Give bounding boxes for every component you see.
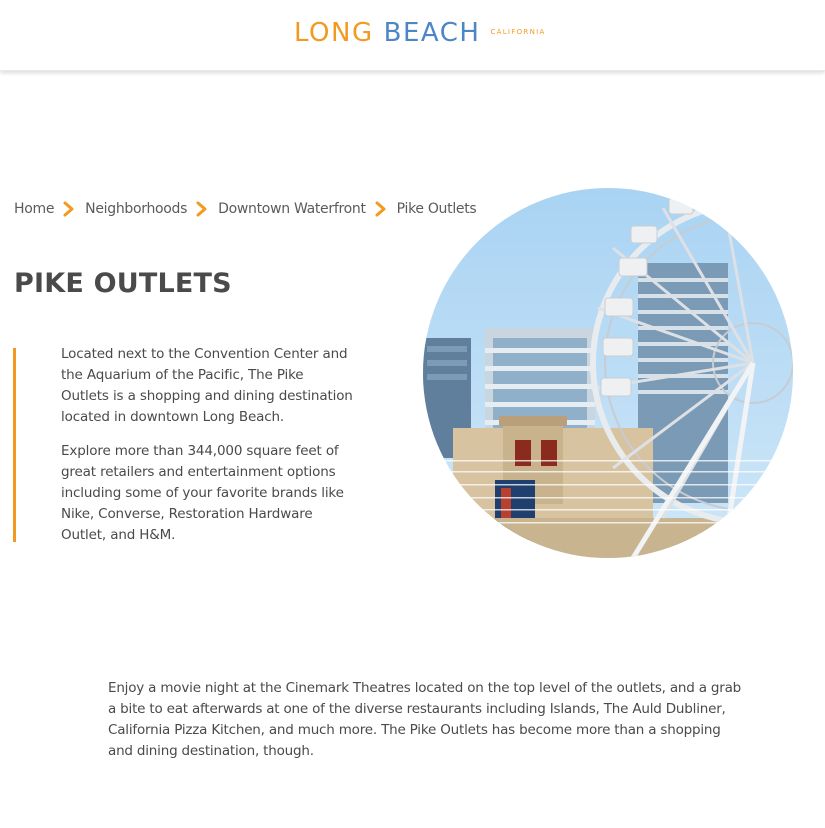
chevron-right-icon bbox=[195, 198, 209, 220]
breadcrumb-home[interactable]: Home bbox=[14, 201, 55, 217]
chevron-right-icon bbox=[62, 198, 76, 220]
ferris-wheel-scene bbox=[423, 188, 793, 558]
body-paragraph: Enjoy a movie night at the Cinemark Theatres located on the top level of the outlets, and a grab a bite to eat afterwards at one of the diverse restaurants including Islands, The Auld Dubliner, California Pizza Kitchen, and much more. The Pike Outlets has become more than a shopping and dining destination, though. bbox=[108, 680, 742, 759]
site-header bbox=[0, 0, 825, 71]
page-title: PIKE OUTLETS bbox=[14, 268, 232, 299]
breadcrumb bbox=[14, 198, 476, 220]
pike-outlets-photo bbox=[423, 188, 793, 558]
long-beach-logo[interactable] bbox=[294, 16, 546, 50]
intro-text bbox=[61, 344, 353, 559]
breadcrumb-downtown-waterfront[interactable]: Downtown Waterfront bbox=[218, 201, 366, 217]
breadcrumb-pike-outlets[interactable]: Pike Outlets bbox=[396, 201, 477, 217]
logo-word-beach: BEACH bbox=[383, 18, 481, 48]
logo-word-long: LONG bbox=[294, 18, 374, 48]
chevron-right-icon bbox=[374, 198, 388, 220]
intro-paragraph: Explore more than 344,000 square feet of great retailers and entertainment options including some of your favorite brands like Nike, Converse, Restoration Hardware Outlet, and H&M. bbox=[61, 443, 344, 543]
logo-word-california: CALIFORNIA bbox=[490, 28, 546, 36]
quote-accent-bar bbox=[13, 348, 16, 542]
breadcrumb-neighborhoods[interactable]: Neighborhoods bbox=[85, 201, 188, 217]
intro-paragraph: Located next to the Convention Center and the Aquarium of the Pacific, The Pike Outlets is a shopping and dining destination located in downtown Long Beach. bbox=[61, 346, 353, 425]
